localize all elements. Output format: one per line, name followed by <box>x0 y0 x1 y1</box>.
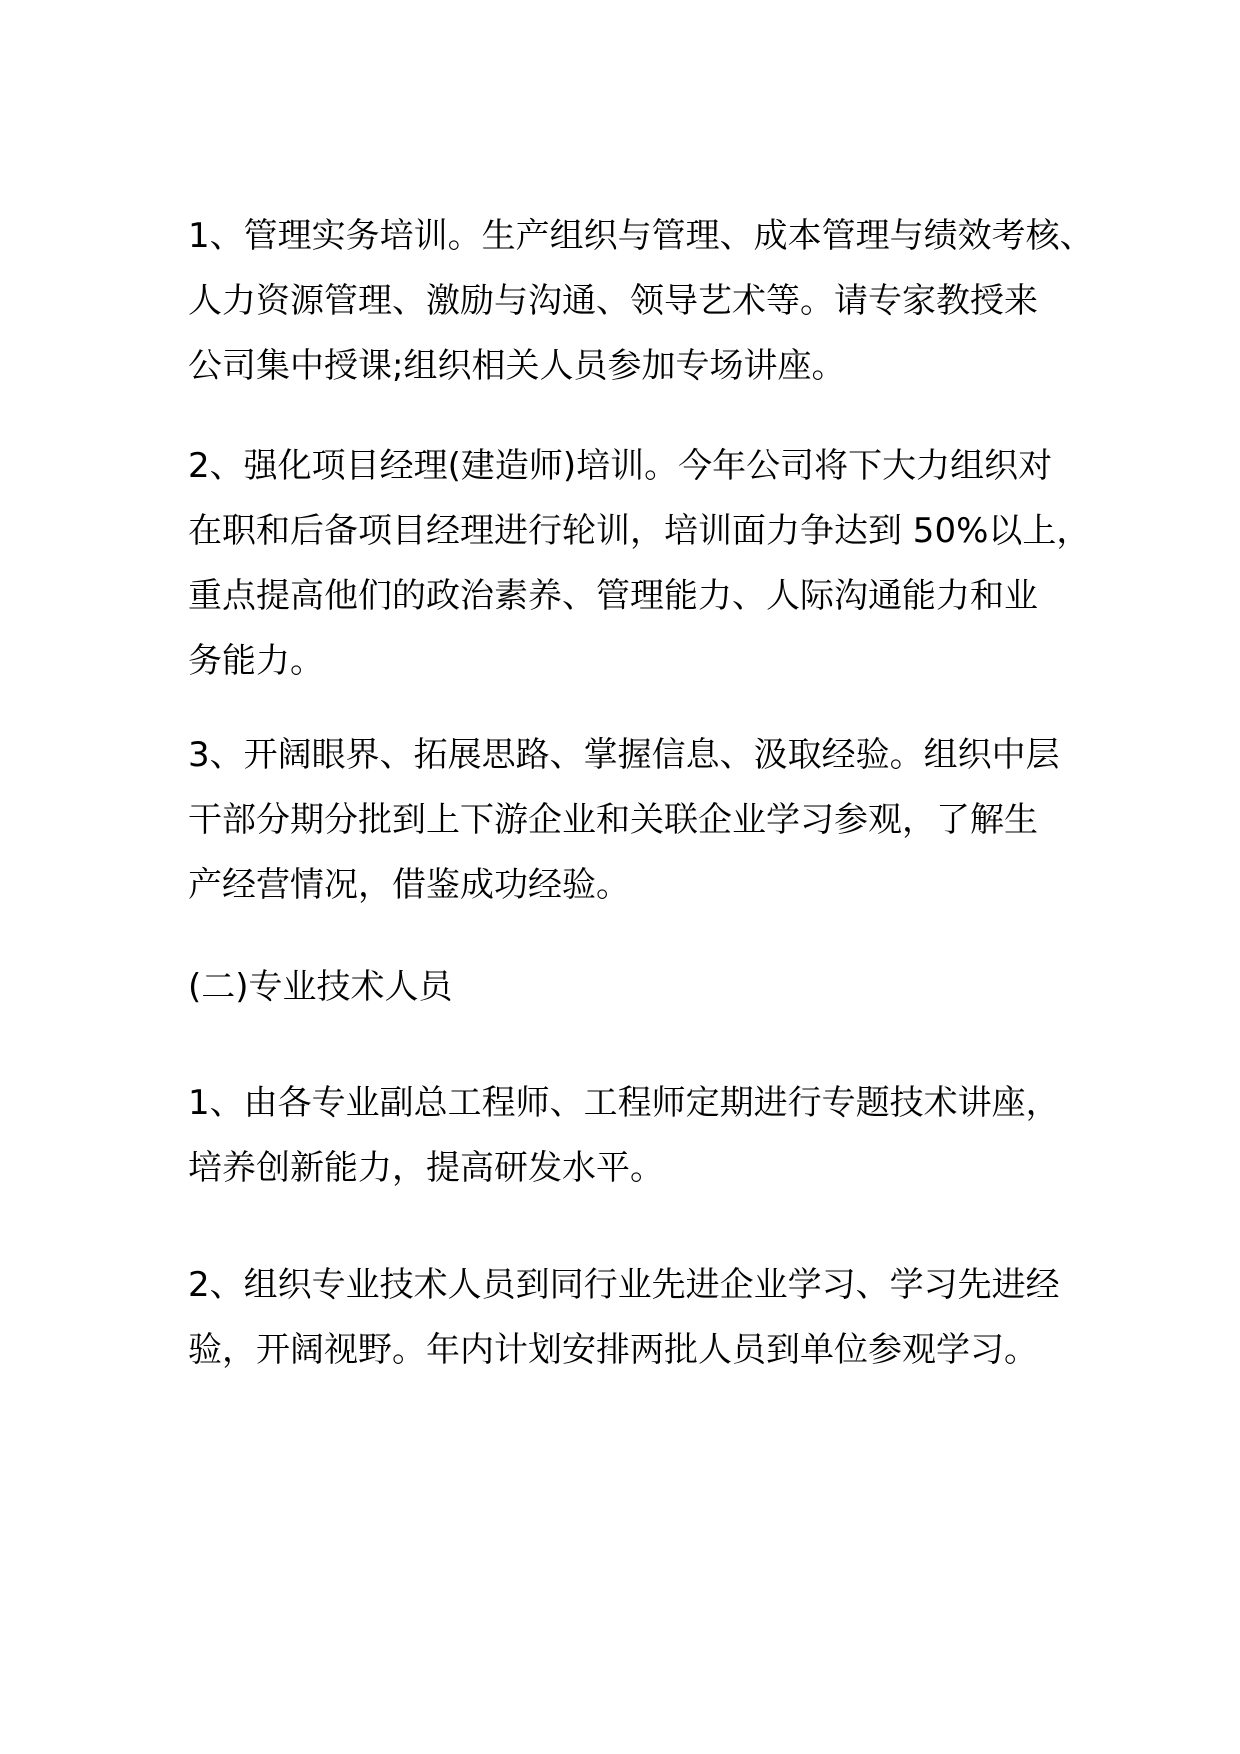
text-line: 务能力。 <box>188 641 324 681</box>
text-line: 验，开阔视野。年内计划安排两批人员到单位参观学习。 <box>188 1330 1038 1370</box>
text-line: 2、强化项目经理(建造师)培训。今年公司将下大力组织对 <box>188 446 1053 486</box>
text-line: (二)专业技术人员 <box>188 967 453 1007</box>
paragraph-project-manager-training <box>188 434 1091 694</box>
text-line: 培养创新能力，提高研发水平。 <box>188 1148 664 1188</box>
text-line: 2、组织专业技术人员到同行业先进企业学习、学习先进经 <box>188 1265 1060 1305</box>
text-line: 公司集中授课;组织相关人员参加专场讲座。 <box>188 346 846 386</box>
paragraph-technical-lectures <box>188 1071 1068 1201</box>
paragraph-broaden-horizons <box>188 723 1068 918</box>
text-line: 干部分期分批到上下游企业和关联企业学习参观，了解生 <box>188 800 1038 840</box>
section-heading-technical-staff <box>188 955 1068 1020</box>
text-line: 1、由各专业副总工程师、工程师定期进行专题技术讲座， <box>188 1083 1060 1123</box>
text-line: 人力资源管理、激励与沟通、领导艺术等。请专家教授来 <box>188 281 1038 321</box>
text-line: 在职和后备项目经理进行轮训，培训面力争达到 50%以上， <box>188 511 1091 551</box>
text-line: 产经营情况，借鉴成功经验。 <box>188 865 630 905</box>
text-line: 3、开阔眼界、拓展思路、掌握信息、汲取经验。组织中层 <box>188 735 1060 775</box>
paragraph-industry-visits <box>188 1253 1068 1383</box>
text-line: 重点提高他们的政治素养、管理能力、人际沟通能力和业 <box>188 576 1038 616</box>
text-line: 1、管理实务培训。生产组织与管理、成本管理与绩效考核、 <box>188 216 1094 256</box>
paragraph-management-training <box>188 204 1094 399</box>
